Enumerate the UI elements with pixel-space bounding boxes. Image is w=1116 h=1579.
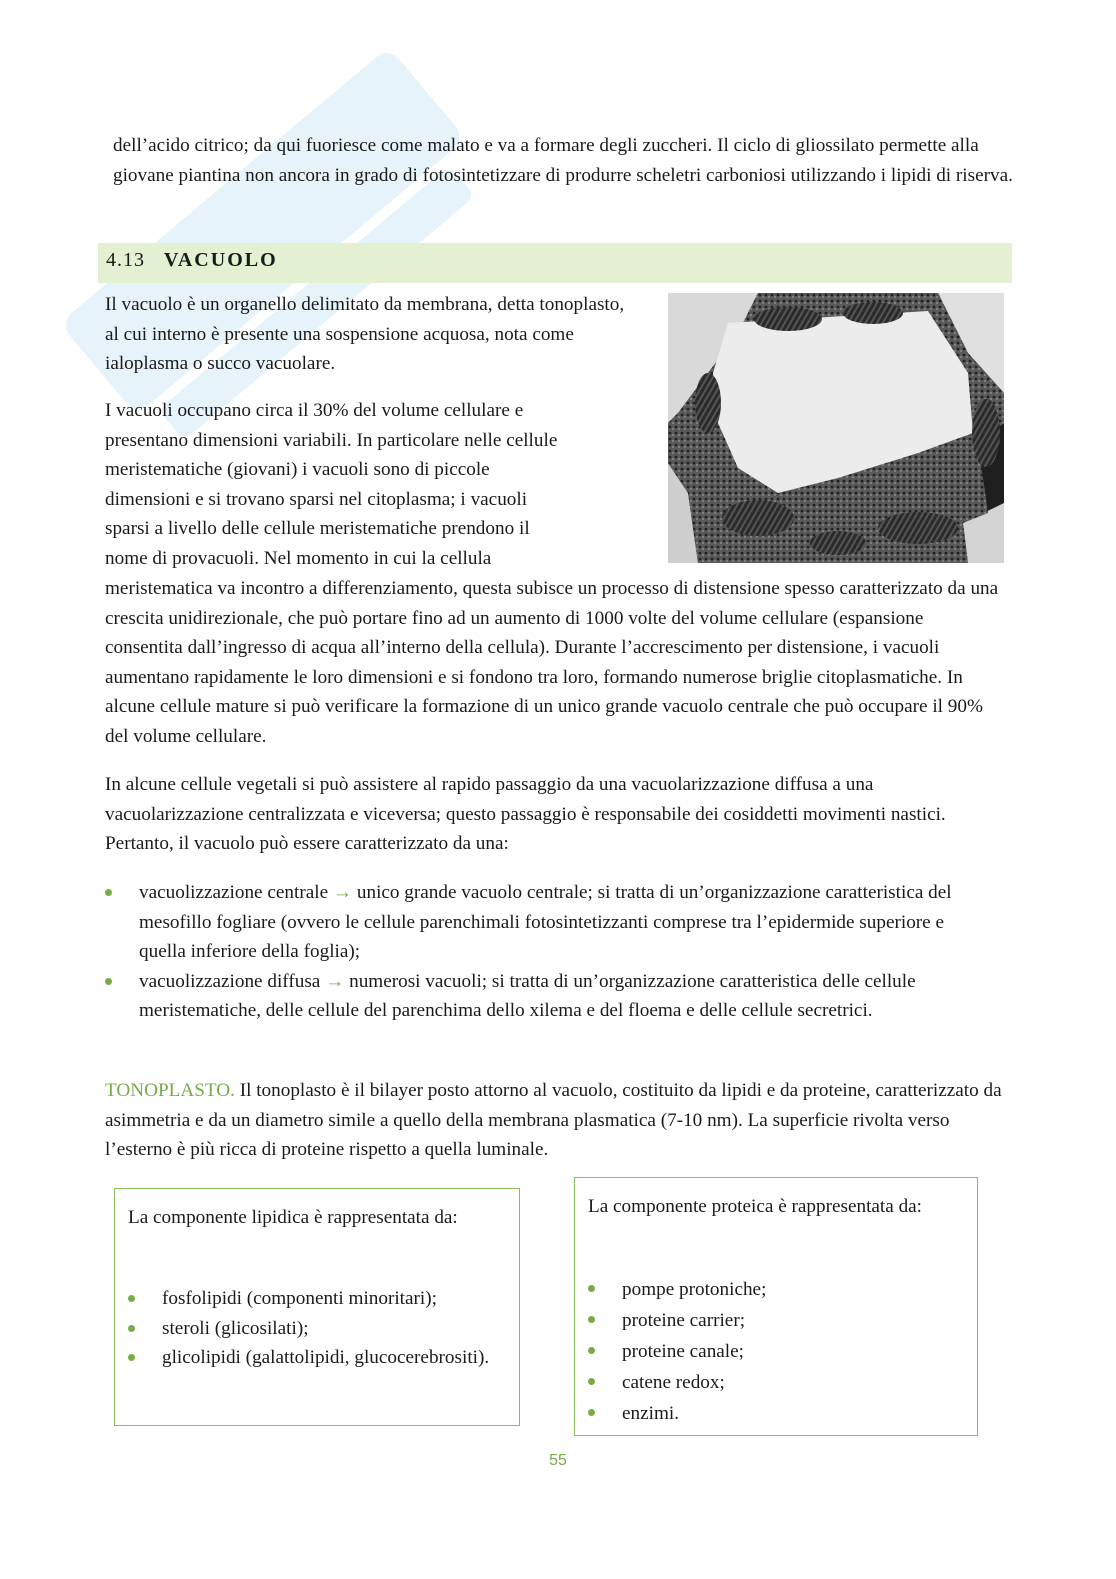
- vacuole-micrograph-image: [668, 293, 1004, 563]
- paragraph-vacuolo-definition: Il vacuolo è un organello delimitato da membrana, detta tonoplasto, al cui interno è presente una sospensione acquosa, nota come ialoplasma o succo vacuolare.: [105, 294, 625, 375]
- list-item-text: catene redox;: [622, 1372, 725, 1393]
- bullet-icon: [588, 1316, 595, 1323]
- bullet-icon: [105, 889, 112, 896]
- lipid-component-box: [114, 1188, 520, 1426]
- list-item-text: proteine canale;: [622, 1341, 744, 1362]
- bullet-icon: [128, 1354, 135, 1361]
- list-item-text: proteine carrier;: [622, 1310, 746, 1331]
- list-item-text: fosfolipidi (componenti minoritari);: [162, 1288, 437, 1309]
- bullet-icon: [588, 1285, 595, 1292]
- text-line: sparsi a livello delle cellule meristematiche prendono il: [105, 518, 530, 540]
- list-item: [588, 1274, 958, 1305]
- list-item: [105, 967, 985, 1026]
- list-item-text: numerosi vacuoli; si tratta di un’organizzazione caratteristica delle cellule meristematiche, delle cellule del parenchima dello xilema e del floema e delle cellule secretrici.: [139, 970, 916, 1022]
- page-number: 55: [549, 1452, 567, 1469]
- section-header: [98, 243, 1012, 283]
- list-item-text: enzimi.: [622, 1403, 680, 1424]
- list-item-text: pompe protoniche;: [622, 1279, 767, 1300]
- bullet-icon: [105, 978, 112, 985]
- tonoplast-text: Il tonoplasto è il bilayer posto attorno al vacuolo, costituito da lipidi e da proteine, caratterizzato da asimmetria e da un diametro simile a quello della membrana plasmatica (7-10 nm). La superficie rivolta verso l’esterno è più ricca di proteine rispetto a quella luminale.: [105, 1080, 1002, 1161]
- text-line: I vacuoli occupano circa il 30% del volume cellulare e: [105, 400, 524, 421]
- lipid-component-list: [128, 1284, 498, 1373]
- paragraph-vacuolo-size-continued: meristematica va incontro a differenziamento, questa subisce un processo di distensione spesso caratterizzato da una crescita unidirezionale, che può portare fino ad un aumento di 1000 volte del volume cellulare (espansione consentita dall’ingresso di acqua all’interno della cellula). Durante l’accrescimento per distensione, i vacuoli aumentano rapidamente le loro dimensioni e si fondono tra loro, formando numerose briglie citoplasmatiche. In alcune cellule mature si può verificare la formazione di un unico grande vacuolo centrale che può occupare il 90% del volume cellulare.: [105, 578, 999, 747]
- arrow-right-icon: →: [325, 970, 345, 992]
- list-item-term: vacuolizzazione centrale: [139, 882, 329, 903]
- bullet-icon: [588, 1409, 595, 1416]
- lipid-box-intro: La componente lipidica è rappresentata da:: [128, 1207, 458, 1228]
- bullet-icon: [128, 1295, 135, 1302]
- text-line: meristematiche (giovani) i vacuoli sono di piccole: [105, 459, 490, 481]
- tonoplast-label: TONOPLASTO.: [105, 1080, 235, 1101]
- list-item: [588, 1398, 958, 1429]
- section-number: 4.13: [106, 249, 145, 271]
- paragraph-vacuolo-size-start: [105, 396, 665, 574]
- list-item-text: glicolipidi (galattolipidi, glucocerebrositi).: [162, 1347, 490, 1369]
- bullet-icon: [128, 1325, 135, 1332]
- text-line: dimensioni e si trovano sparsi nel citoplasma; i vacuoli: [105, 488, 528, 510]
- paragraph-tonoplast: [105, 1076, 1010, 1165]
- text-line: presentano dimensioni variabili. In particolare nelle cellule: [105, 429, 558, 451]
- list-item: [128, 1314, 498, 1344]
- section-title: VACUOLO: [164, 249, 278, 271]
- list-item: [105, 878, 985, 967]
- list-item: [128, 1343, 498, 1373]
- protein-component-box: [574, 1177, 978, 1436]
- bullet-icon: [588, 1378, 595, 1385]
- paragraph-nastic-movements: In alcune cellule vegetali si può assistere al rapido passaggio da una vacuolarizzazione diffusa a una vacuolarizzazione centralizzata e viceversa; questo passaggio è responsabile dei cosiddetti movimenti nastici. Pertanto, il vacuolo può essere caratterizzato da una:: [105, 774, 946, 855]
- text-line: nome di provacuoli. Nel momento in cui la cellula: [105, 547, 492, 569]
- list-item-term: vacuolizzazione diffusa: [139, 970, 321, 992]
- list-item-text: steroli (glicosilati);: [162, 1317, 309, 1339]
- list-item-text: unico grande vacuolo centrale; si tratta di un’organizzazione caratteristica del mesofillo fogliare (ovvero le cellule parenchimali fotosintetizzanti comprese tra l’epidermide superiore e quella inferiore della foglia);: [139, 882, 952, 963]
- bullet-icon: [588, 1347, 595, 1354]
- arrow-right-icon: →: [332, 882, 353, 903]
- list-item: [128, 1284, 498, 1314]
- list-item: [588, 1336, 958, 1367]
- list-item: [588, 1367, 958, 1398]
- list-item: [588, 1305, 958, 1336]
- protein-box-intro: La componente proteica è rappresentata da:: [588, 1196, 923, 1217]
- protein-component-list: [588, 1274, 958, 1429]
- intro-paragraph: dell’acido citrico; da qui fuoriesce come malato e va a formare degli zuccheri. Il ciclo di gliossilato permette alla giovane piantina non ancora in grado di fotosintetizzare di produrre scheletri carboniosi utilizzando i lipidi di riserva.: [113, 135, 1013, 186]
- vacuolization-list: [105, 878, 985, 1026]
